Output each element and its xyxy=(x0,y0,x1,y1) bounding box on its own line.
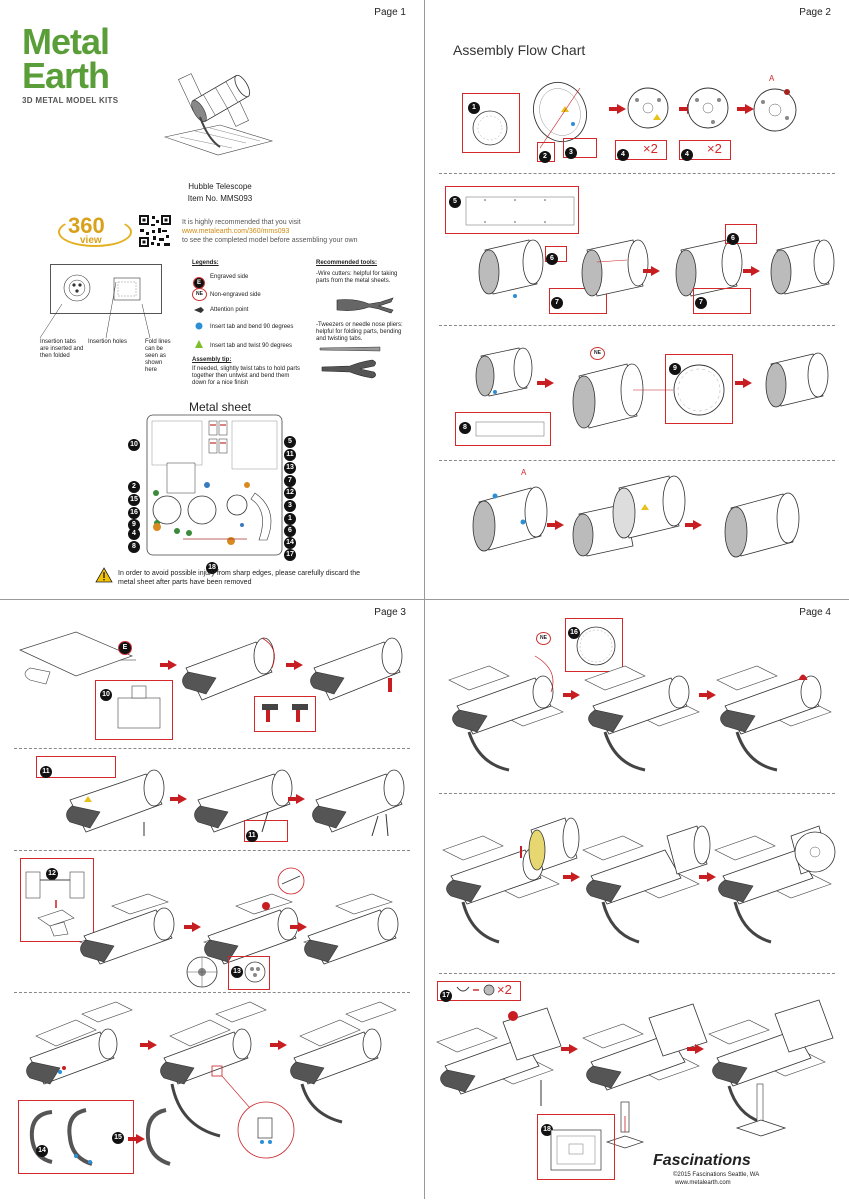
step-badge: 17 xyxy=(440,984,452,1002)
step-badge: 12 xyxy=(46,862,58,880)
sheet-number: 15 xyxy=(128,488,140,506)
step-18-part xyxy=(547,1126,605,1174)
sheet-number: 11 xyxy=(284,443,296,461)
legend-non-engraved-text: Non-engraved side xyxy=(210,292,261,298)
step-badge: 6 xyxy=(727,227,739,245)
step-badge: 9 xyxy=(669,357,681,375)
row4-cylinder-b xyxy=(565,470,695,570)
step-badge: 14 xyxy=(36,1139,48,1157)
sheet-number: 7 xyxy=(284,469,296,487)
step-5-cylinder xyxy=(467,232,547,304)
flow-arrow xyxy=(743,378,752,388)
row4-cylinder-a xyxy=(461,478,561,564)
sheet-number: 17 xyxy=(284,543,296,561)
flow-arrow xyxy=(693,520,702,530)
legend-green-triangle-text: Insert tab and twist 90 degrees xyxy=(210,343,293,349)
step-4a-assembly xyxy=(623,84,673,136)
sheet-number: 18 xyxy=(206,556,218,574)
step-badge: 5 xyxy=(449,190,461,208)
sheet-number: 3 xyxy=(284,494,296,512)
sheet-number: 9 xyxy=(128,513,140,531)
step-1-part xyxy=(470,108,510,148)
legend-blue-dot-text: Insert tab and bend 90 degrees xyxy=(210,324,294,330)
marker-a-row4: A xyxy=(521,468,527,477)
page-number: Page 2 xyxy=(799,7,831,18)
step-6-7-cylinder xyxy=(567,232,653,304)
tweezers-text: -Tweezers or needle nose pliers: helpful for folding parts, bending and twisting tabs. xyxy=(316,322,403,342)
sheet-number: 14 xyxy=(284,531,296,549)
times-two-b: ×2 xyxy=(707,141,722,156)
page-3 xyxy=(0,600,425,1199)
step-16-result xyxy=(707,640,837,780)
section-divider xyxy=(14,850,410,851)
row2-result xyxy=(707,800,837,950)
step-9-cylinder xyxy=(563,350,653,440)
wire-cutters-text: -Wire cutters: helpful for taking parts from the metal sheets. xyxy=(316,271,398,284)
section-divider xyxy=(14,748,410,749)
step-badge: 13 xyxy=(231,960,243,978)
wire-cutters-icon xyxy=(335,294,395,316)
step-14-part xyxy=(26,1108,58,1166)
section-divider xyxy=(439,973,835,974)
copyright: ©2015 Fascinations Seattle, WA xyxy=(673,1172,760,1178)
logo-metal: Metal xyxy=(22,21,110,62)
step-16-assembly xyxy=(439,640,589,780)
step-badge: 15 xyxy=(112,1126,124,1144)
item-number: Item No. MMS093 xyxy=(187,194,253,203)
step-8-cylinder xyxy=(465,340,535,410)
step-badge: 6 xyxy=(546,247,558,265)
step-badge: 4 xyxy=(617,143,629,161)
section-divider xyxy=(439,325,835,326)
metal-sheet-title: Metal sheet xyxy=(188,400,252,414)
non-engraved-mark: NE xyxy=(590,347,605,360)
step-13-wheel xyxy=(184,954,220,990)
step-badge: 11 xyxy=(40,760,52,778)
model-name: Hubble Telescope xyxy=(188,182,252,191)
metal-sheet-diagram xyxy=(147,415,282,555)
engraved-mark: E xyxy=(118,636,132,655)
step-5-part xyxy=(465,196,575,226)
warning-text: In order to avoid possible injury from sharp edges, please carefully discard the metal sheet after parts have been removed xyxy=(118,570,361,586)
step-badge: 10 xyxy=(100,683,112,701)
section-divider xyxy=(439,460,835,461)
step-4b-assembly xyxy=(683,84,733,136)
legend-engraved-text: Engraved side xyxy=(210,274,249,280)
section-divider xyxy=(439,793,835,794)
step-18-assembly xyxy=(575,992,705,1102)
blue-dot-icon xyxy=(195,322,203,330)
sheet-number: 4 xyxy=(128,522,140,540)
fascinations-brand: Fascinations xyxy=(653,1152,751,1169)
step-10-part xyxy=(114,684,164,732)
sheet-number: 13 xyxy=(284,456,296,474)
logo-tagline: 3D METAL MODEL KITS xyxy=(22,96,119,105)
step-13-part xyxy=(244,960,266,984)
step-badge: 7 xyxy=(695,291,707,309)
step-11-result xyxy=(306,760,416,840)
section-divider xyxy=(439,173,835,174)
green-triangle-icon xyxy=(195,340,203,348)
step-11-cylinder xyxy=(60,760,180,840)
step-9-result xyxy=(755,346,835,416)
step-10-detail xyxy=(258,700,310,726)
sheet-number: 12 xyxy=(284,481,296,499)
insertion-holes-label: Insertion holes xyxy=(88,339,128,345)
logo-earth: Earth xyxy=(22,55,110,96)
visit-line-1: It is highly recommended that you visit xyxy=(182,219,301,226)
flow-arrow xyxy=(294,660,303,670)
part-diagram xyxy=(50,264,160,312)
sheet-number: 16 xyxy=(128,501,140,519)
step-12-assembly xyxy=(72,866,192,976)
qr-code[interactable] xyxy=(138,214,172,248)
step-badge: 1 xyxy=(468,96,480,114)
flow-arrow xyxy=(545,378,554,388)
sheet-number: 10 xyxy=(128,433,140,451)
visit-line-3: to see the completed model before assembling your own xyxy=(182,237,358,244)
page-1 xyxy=(0,0,425,600)
tools-title: Recommended tools: xyxy=(316,260,378,266)
step-14-assembly xyxy=(16,996,136,1096)
step-17-parts xyxy=(455,983,497,997)
page-2 xyxy=(425,0,849,600)
legends-title: Legends: xyxy=(192,260,219,266)
step-badge: 2 xyxy=(539,145,551,163)
times-two-a: ×2 xyxy=(643,141,658,156)
step-badge: 3 xyxy=(565,141,577,159)
step-7-result xyxy=(759,232,839,300)
sheet-number: 6 xyxy=(284,519,296,537)
step-15-part xyxy=(140,1106,176,1168)
360-view-badge[interactable] xyxy=(58,213,130,249)
step-badge: 18 xyxy=(541,1118,553,1136)
warning-icon xyxy=(96,568,112,582)
fold-lines-label: Fold lines can be seen as shown here xyxy=(145,339,171,373)
sheet-number: 8 xyxy=(128,535,140,553)
sheet-number: 2 xyxy=(128,475,140,493)
hubble-model-illustration xyxy=(160,55,280,175)
attention-icon xyxy=(193,305,205,315)
page-number: Page 3 xyxy=(374,607,406,618)
step-badge: 11 xyxy=(246,824,258,842)
step-badge: 8 xyxy=(459,416,471,434)
legend-attention-text: Attention point xyxy=(210,307,249,313)
flow-arrow xyxy=(651,266,660,276)
row4-result xyxy=(713,484,813,570)
flow-arrow xyxy=(555,520,564,530)
legend-engraved xyxy=(193,271,205,289)
step-14-15-part xyxy=(62,1106,102,1168)
step-10-result xyxy=(304,628,414,708)
row2-assembly-b xyxy=(575,800,715,950)
page-number: Page 1 xyxy=(374,7,406,18)
page-number: Page 4 xyxy=(799,607,831,618)
step-15-result xyxy=(280,996,410,1126)
website-link[interactable]: www.metalearth.com xyxy=(675,1180,731,1186)
assembly-tip-title: Assembly tip: xyxy=(192,357,232,363)
engraved-icon: E xyxy=(193,277,205,289)
assembly-tip-text: If needed, slightly twist tabs to hold parts together then untwist and bend them down for a nice finish xyxy=(192,366,301,386)
marker-a: A xyxy=(769,74,775,83)
step-badge: 4 xyxy=(681,143,693,161)
sheet-number: 5 xyxy=(284,430,296,448)
times-two: ×2 xyxy=(497,982,512,997)
step-8-part xyxy=(475,420,545,438)
final-model xyxy=(701,988,841,1148)
step-badge: 7 xyxy=(551,291,563,309)
step-4-result xyxy=(747,84,803,136)
sheet-number: 1 xyxy=(284,507,296,525)
360-word: view xyxy=(80,235,102,246)
pliers-icon xyxy=(320,358,384,380)
visit-url-link[interactable]: www.metalearth.com/360/mms093 xyxy=(182,228,290,235)
flow-arrow xyxy=(296,794,305,804)
legend-non-engraved: NE xyxy=(192,288,207,301)
step-badge: 16 xyxy=(568,621,580,639)
page-4 xyxy=(425,600,849,1199)
step-17-assembly xyxy=(429,996,579,1126)
non-engraved-mark: NE xyxy=(536,632,551,645)
step-13-result xyxy=(296,866,416,976)
insertion-tabs-label: Insertion tabs are inserted and then folded xyxy=(40,339,84,359)
360-number: 360 xyxy=(68,213,105,238)
flow-chart-title: Assembly Flow Chart xyxy=(453,42,586,58)
flow-arrow xyxy=(178,794,187,804)
step-9-ring xyxy=(669,360,729,420)
section-divider xyxy=(14,992,410,993)
step-16-assembly-b xyxy=(575,640,705,780)
tweezers-icon xyxy=(320,346,382,352)
